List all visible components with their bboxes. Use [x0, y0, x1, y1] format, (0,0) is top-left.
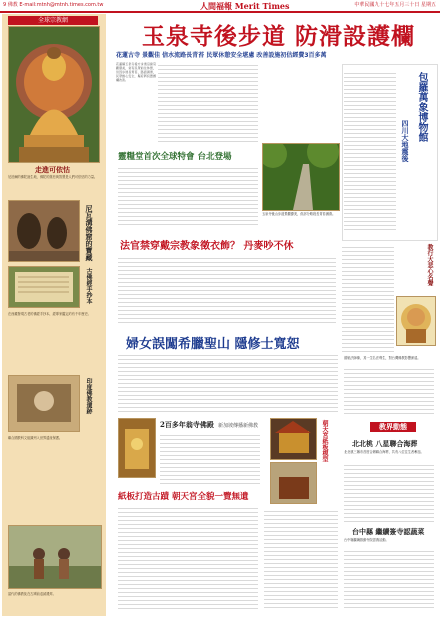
left-title-2: 尼瓦溝佛窟的寶藏	[85, 205, 94, 261]
relief-photo	[8, 375, 80, 432]
model-photo-2	[270, 462, 317, 504]
right-tag: 教界動態	[370, 422, 416, 432]
story1-title: 靈糧堂首次全球特會 台北登場	[118, 152, 232, 162]
left-caption-3: 在西藏發現古老的佛經手抄本，經專家鑑定約有千年歷史。	[8, 312, 91, 316]
cave-photo	[8, 200, 80, 262]
news2-text: 台中縣繼續推動寺院認養活動。	[344, 538, 389, 542]
story5-title: 紙板打造古蹟 朝天宮全貌一覽無遺	[118, 492, 249, 502]
story3-title: 婦女誤闖希臘聖山 隱修士寬恕	[126, 337, 300, 352]
story2-title: 法官禁穿戴宗教象徵衣飾？ 丹麥吵不休	[120, 241, 294, 252]
masthead: 人間福報 Merit Times	[200, 1, 290, 11]
left-title-1: 走進可依怙	[35, 165, 70, 174]
story4-subtitle: 新加坡傳播新佛教	[218, 423, 259, 429]
right-vertical-title: 包羅萬象博物館	[416, 72, 427, 142]
portrait-caption: 教行大悲心名聲	[426, 244, 433, 286]
story2-text	[118, 255, 336, 325]
portrait-text-2	[344, 366, 434, 416]
story4-title: 2百多年翁寺佛殿	[160, 420, 214, 429]
left-title-3: 古佛經手抄本	[85, 268, 92, 304]
left-caption-4: 聯合國教科文組織列入世界遺產保護。	[8, 436, 63, 440]
portrait-text: 慈航法師像，其一生弘法利生，對台灣佛教影響深遠。	[344, 356, 421, 360]
temple-photo	[118, 418, 156, 478]
main-subhead: 花蓮古寺 景觀佳 信水流路長青苔 民眾休憩安全堪慮 改善設施初估經費3百多萬	[116, 52, 327, 59]
news1-title: 北北桃 八星聯合海葬	[352, 439, 418, 448]
model-photo-1	[270, 418, 317, 460]
header-date: 中華民國九十七年五月三十日 星期五	[354, 2, 436, 8]
left-caption-1: 尼泊爾的佛陀誕生地，佛陀的慈悲與智慧是人們可依怙的力量。	[8, 175, 98, 179]
news1-text: 北北桃三縣市首度合辦聯合海葬，共有八位往生者參加。	[344, 450, 424, 454]
page-header	[0, 0, 440, 11]
header-left: 9 佛教 E-mail:mtnh@mtnh.times.com.tw	[3, 2, 104, 8]
trail-photo-caption: 玉泉寺後山步道景觀優美，但部分路段長青苔濕滑。	[262, 212, 336, 216]
right-text-2	[342, 244, 394, 354]
buddha-photo	[8, 26, 100, 163]
left-title-4: 印度佛教遺跡	[85, 378, 92, 414]
section-tag: 全球宗教網	[8, 16, 98, 25]
left-caption-5: 當代的佛教徒在古蹟前虔誠禮拜。	[8, 592, 56, 596]
main-headline: 玉泉寺後步道 防滑設護欄	[142, 23, 416, 50]
manuscript-photo	[8, 266, 80, 308]
model-vertical-label: 朝天宮紙板模型	[321, 420, 328, 462]
story3-text	[118, 352, 338, 412]
trail-photo	[262, 143, 340, 211]
story1-text	[118, 165, 258, 227]
main-text-block	[158, 62, 258, 142]
portrait-photo	[396, 296, 436, 346]
right-vertical-title-2: 四川大地震後	[401, 120, 410, 162]
news2-text-2	[344, 548, 434, 608]
header-rule	[0, 11, 440, 13]
people-photo	[8, 525, 102, 589]
news2-title: 台中縣 繼續簽寺認蔬菜	[352, 527, 425, 536]
news1-text-2	[344, 462, 434, 524]
right-box-text	[344, 70, 396, 230]
story4-text	[160, 432, 260, 484]
story5-text-2	[264, 508, 338, 608]
story5-text	[118, 505, 258, 610]
main-body-text: 花蓮縣玉泉寺後方步道沿線景觀優美，常有民眾前往休憩，但因步道長青苔，路面濕滑，民眾擔心安全，縣府將設置護欄改善。	[116, 62, 156, 83]
